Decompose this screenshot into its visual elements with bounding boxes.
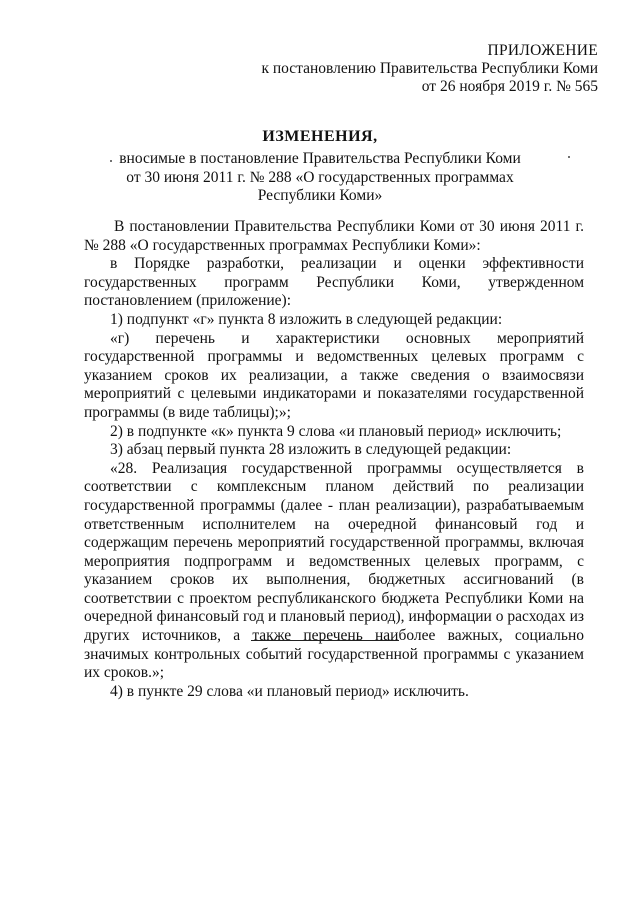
paragraph-item-3: 3) абзац первый пункта 28 изложить в следующей редакции:	[110, 441, 512, 459]
approval-heading: ПРИЛОЖЕНИЕ	[487, 42, 598, 59]
paragraph-item-1-text: «г) перечень и характеристики основных мероприятий государственной программы и ведомственных целевых программ с указанием сроков их реализации, а также сведения о взаимосвязи мероприятий с целевыми индикаторами и показателями государственной программы (в виде таблицы);»;	[84, 329, 584, 421]
paragraph-item-4: 4) в пункте 29 слова «и плановый период» исключить.	[110, 682, 469, 700]
document-subtitle	[0, 150, 640, 206]
paragraph-item-3-text: «28. Реализация государственной программы осуществляется в соответствии с комплексным планом действий по реализации государственной программы (далее - план реализации), разрабатываемым ответственным исполнителем на очередной финансовый год и содержащим перечень мероприятий государственной программы, включая мероприятия подпрограмм и ведомственных целевых программ, с указанием сроков их выполнения, бюджетных ассигнований (в соответствии с проектом республиканского бюджета Республики Коми на очередной финансовый год и плановый период), информации о расходах из других источников, а также перечень наиболее важных, социально значимых контрольных событий государственной программы с указанием их сроков.»;	[84, 459, 584, 682]
approval-decree-line: к постановлению Правительства Республики Коми	[261, 60, 598, 77]
document-title: ИЗМЕНЕНИЯ,	[262, 128, 378, 145]
approval-date-line: от 26 ноября 2019 г. № 565	[421, 78, 598, 95]
scan-speck	[568, 156, 570, 158]
paragraph-intro: В постановлении Правительства Республики Коми от 30 июня 2011 г. № 288 «О государственных программах Республики Коми»:	[84, 218, 584, 254]
paragraph-item-2: 2) в подпункте «к» пункта 9 слова «и плановый период» исключить;	[110, 422, 562, 440]
subtitle-line-2: от 30 июня 2011 г. № 288 «О государственных программах	[126, 168, 514, 186]
document-body	[84, 218, 584, 701]
subtitle-line-1: вносимые в постановление Правительства Республики Коми	[119, 150, 521, 167]
paragraph-procedure: в Порядке разработки, реализации и оценки эффективности государственных программ Республики Коми, утвержденном постановлением (приложение):	[84, 255, 584, 310]
paragraph-item-1: 1) подпункт «г» пункта 8 изложить в следующей редакции:	[110, 310, 503, 328]
closing-rule	[251, 640, 399, 641]
document-title-block	[0, 128, 640, 206]
approval-stamp-block	[261, 42, 598, 96]
subtitle-line-3: Республики Коми»	[257, 187, 383, 204]
scan-speck	[110, 160, 112, 162]
